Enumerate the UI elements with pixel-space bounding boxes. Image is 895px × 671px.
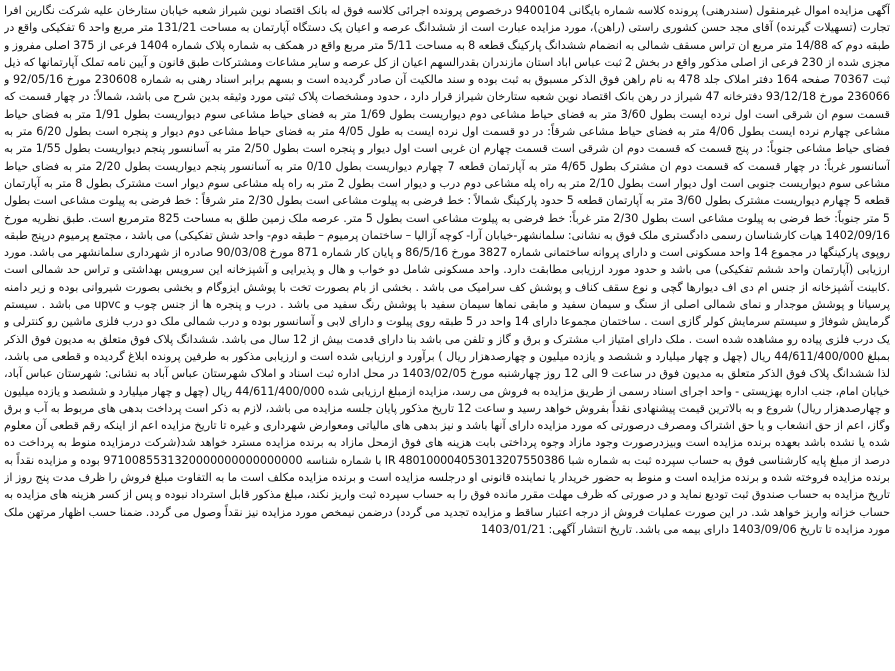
auction-notice-text: آگهی مزایده اموال غیرمنقول (سندرهنی) پرونده کلاسه شماره بایگانی 9400104 درخصوص پرونده اجرائی کلاسه فوق له بانک اقتصاد نوین شیراز شعبه خیابان ستارخان علیه شرکت نگارین افرا تجارت (تسهیلات گیرنده) آقای مجد حسن کشوری راستی (راهن)، مورد مزایده عبارت است از ششدانگ عرصه و اعیان یک دستگاه آپارتمان به مساحت 131/21 متر مربع واحد 6 تفکیکی واقع در طبقه دوم که 14/88 متر مربع ان تراس مسقف شمالی به انضمام ششدانگ پارکینگ قطعه 8 به مساحت 5/11 متر مربع واقع در همکف به شماره پلاک شماره 1404 فرعی از 375 اصلی مفروز و مجزی شده از 230 فرعی از اصلی مذکور واقع در بخش 2 ثبت عباس اباد استان مازندران بقدرالسهم اعیان از کل عرصه و سایر مشاعات ومشترکات طبق قانون و آیین نامه تملک آپارتمانها که ذیل ثبت 70367 صفحه 164 دفتر املاک جلد 478 به نام راهن فوق الذکر مسبوق به ثبت بوده و سند مالکیت آن صادر گردیده است و بسهم برابر اسناد رهنی به شماره 230608 مورخ 92/05/16 و 236066 مورخ 93/12/18 دفترخانه 47 شیراز در رهن بانک اقتصاد نوین شعبه ستارخان شیراز قرار دارد ، حدود ومشخصات پلاک ثبتی مورد وثیقه بدین شرح می باشد، شمالاً: در چهار قسمت که قسمت سوم ان شرقی است اول نرده ایست بطول 3/60 متر به فضای حیاط مشاعی دوم دیواریست بطول 1/69 متر به فضای حیاط مشاعی سوم دیواریست بطول 1/91 متر به فضای حیاط مشاعی چهارم نرده ایست بطول 4/06 متر به فضای حیاط مشاعی شرقاً: در دو قسمت اول نرده ایست به طول 4/05 متر به فضای حیاط مشاعی دوم دیوار و پنجره است بطول 6/20 متر به فضای حیاط مشاعی جنوباً: در پنج قسمت که قسمت دوم ان شرقی است قسمت چهارم ان غربی است اول دیوار و پنجره است بطول 2/50 متر به آسانسور پنجم دیواریست بطول 1/55 متر به آسانسور غرباً: در چهار قسمت که قسمت دوم ان مشترک بطول 4/65 متر به آپارتمان قطعه 7 چهارم دیواریست بطول 0/10 متر به آسانسور پنجم دیواریست بطول 2/20 متر به فضای حیاط مشاعی سوم دیواریست جنوبی است اول دیوار است بطول 2/10 متر به راه پله مشاعی دوم درب و دیوار است بطول 2 متر به راه پله مشاعی سوم دیوار است مشترک بطول 8 متر به آپارتمان قطعه 5 چهارم دیواریست مشترک بطول 3/60 متر به آپارتمان قطعه 5 حدود پارکینگ شمالاً : خط فرضی به پیلوت مشاعی است بطول 2/30 متر شرقاً : خط فرضی به پیلوت مشاعی است بطول 5 متر جنوباً: خط فرضی به پیلوت مشاعی است بطول 2/30 متر غرباً: خط فرضی به پیلوت مشاعی است بطول 5 متر. عرصه ملک زمین طلق به مساحت 825 مترمربع است. طبق نظریه مورخ 1402/09/16 هیات کارشناسان رسمی دادگستری ملک فوق به نشانی: سلمانشهر-خیابان آرا- کوچه آزالیا – ساختمان پرمیوم – طبقه دوم- واحد شش تفکیکی) می باشد ، مجتمع پرمیوم درپنج طبقه روپوی پارکینگها در مجموع 14 واحد مسکونی است و دارای پروانه ساختمانی شماره 3827 مورخ 86/5/16 و پایان کار شماره 871 مورخ 90/03/08 صادره از شهرداری سلمانشهر می باشد. مورد ارزیابی (آپارتمان واحد ششم تفکیکی) می باشد و حدود مورد ارزیابی مطابقت دارد. واحد مسکونی شامل دو خواب و هال و پذیرایی و آشپزخانه این سرویس بهداشتی و تراس حد شمالی است .کابینت آشپزخانه از جنس ام دی اف دیوارها گچی و نوع سقف کناف و پوشش کف سرامیک می باشد . بخشی از بام بصورت تخت با پوشش ایزوگام و بخشی بصورت شیروانی بوده و زیر دامنه پرسیانا و پوشش موجدار و نمای شمالی اصلی از سنگ و سیمان سفید و مابقی نماها سیمان سفید با پوشش رنگ سفید می باشد . درب و پنجره ها از جنس چوب و upvc می باشد . سیستم گرمایش شوفاژ و سیستم سرمایش کولر گازی است . ساختمان مجموعا دارای 14 واحد در 5 طبقه روی پیلوت و دارای لابی و آسانسور بوده و درب شمالی ملک دو درب فلزی ماشین رو کنترلی و یک درب فلزی پیاده رو مشاهده شده است . ملک دارای امتیاز اب مشترک و برق و گاز و تلفن می باشد بنا دارای قدمت بیش از 12 سال می باشد. ششدانگ پلاک فوق متعلق به مدیون فوق الذکر بمبلغ 44/611/400/000 ریال (چهل و چهار میلیارد و ششصد و یازده میلیون و چهارصدهزار ریال ) برآورد و ارزیابی شده است و ارزیابی مذکور به طرفین پرونده ابلاغ گردیده و قطعی می باشد، لذا ششدانگ پلاک فوق الذکر متعلق به مدیون فوق در ساعت 9 الی 12 روز چهارشنبه مورخ 1403/02/05 در محل اداره ثبت اسناد و املاک شهرستان عباس آباد به نشانی: شهرستان عباس آباد، خیابان امام، جنب اداره بهزیستی - واحد اجرای اسناد رسمی از طریق مزایده به فروش می رسد، مزایده ازمبلغ ارزیابی شده 44/611/400/000 ریال (چهل و چهار میلیارد و ششصد و یازده میلیون و چهارصدهزار ریال) شروع و به بالاترین قیمت پیشنهادی نقداً بفروش خواهد رسید و ساعت 12 تاریخ مذکور پایان جلسه مزایده می باشد، لازم به ذکر است پرداخت بدهی های مربوط به آب و برق وگاز، اعم از حق انشعاب و یا حق اشتراک ومصرف درصورتی که مورد مزایده دارای آنها باشد و نیز بدهی های مالیاتی ومعوارض شهرداری و غیره تا تاریخ مزایده اعم از اینکه رقم قطعی آن معلوم شده یا نشده باشد بعهده برنده مزایده است وبیزدرصورت وجود مازاد وجوه پرداختی بابت هزینه های فوق ازمحل مازاد به برنده مزایده مسترد خواهد شد(شرکت درمزایده منوط به پرداخت ده درصد از مبلغ پایه کارشناسی فوق به حساب سپرده ثبت به شماره شبا IR 480100004053013207550386 با شماره شناسه 9710085531320000000000000000 بوده و مزایده نقداً به برنده مزایده فروخته شده و برنده مزایده است و منوط به حضور خریدار یا نماینده قانونی او درجلسه مزایده است و برنده مزایده مکلف است ما به التفاوت مبلغ فروش را ظرف مدت پنج روز از تاریخ مزایده به حساب صندوق ثبت تودیع نماید و در صورتی که ظرف مهلت مقرر مانده فوق را به حساب سپرده ثبت واریز نکند، مبلغ مذکور قابل استرداد نبوده و پس از کسر هزینه های مزایده به حساب خزانه واریز خواهد شد. در این صورت عملیات فروش از درجه اعتبار ساقط و مزایده تجدید می گردد) درضمن نیمخص مورد مزایده نیز نقداً وصول می گردد. ضمنا حسب اظهار مرتهن ملک مورد مزایده تا تاریخ 1403/09/06 دارای بیمه می باشد. تاریخ انتشار آگهی: 1403/01/21 [4, 4, 890, 536]
